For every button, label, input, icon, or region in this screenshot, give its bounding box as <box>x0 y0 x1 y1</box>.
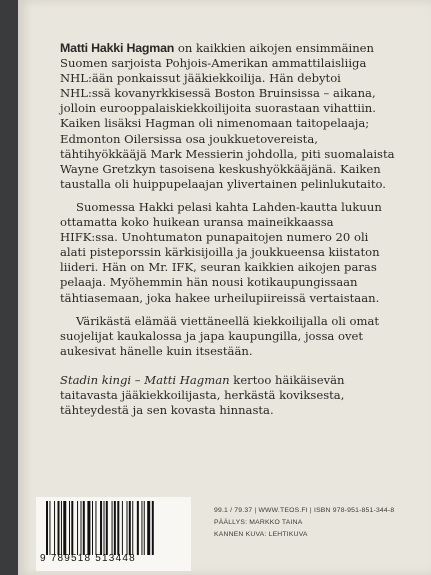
paragraph-1-text: on kaikkien aikojen ensimmäinen Suomen sarjoista Pohjois-Amerikan ammattilaisliiga NHL:ään ponkaissut jääkiekkoilija. Hän debytoi NHL:ssä kovanyrkkisessä Boston Bruinsissa – aikana, jolloin eurooppalaiskiekkoilijoita suorastaan vihattiin. Kaiken lisäksi Hagman oli nimenomaan taitopelaaja; Edmonton Oilersissa osa joukkuetovereista, tähtihyökkääjä Mark Messierin johdolla, piti suomalaista Wayne Gretzkyn tasoisena keskushyökkääjänä. Kaiken taustalla oli huippupelaajan ylivertainen pelinlukutaito. <box>60 41 395 191</box>
author-subject-name: Matti Hakki Hagman <box>60 41 175 55</box>
publisher-credits <box>214 505 414 541</box>
paragraph-4 <box>60 373 395 418</box>
paragraph-1 <box>60 41 395 192</box>
barcode-number: 9 789518 513448 <box>40 553 136 564</box>
barcode-icon <box>44 501 182 555</box>
book-title: Stadin kingi – Matti Hagman <box>60 372 230 387</box>
cover-design-credit: PÄÄLLYS: MARKKO TAINA <box>214 519 303 526</box>
paragraph-3: Värikästä elämää viettäneellä kiekkoilijalla oli omat suojelijat kaukalossa ja japa kaupungilla, jossa ovet aukesivat hänelle kuin itsestään. <box>60 313 380 358</box>
blurb-text <box>60 41 395 418</box>
cover-photo-credit: KANNEN KUVA: LEHTIKUVA <box>214 531 308 538</box>
paragraph-4-text: kertoo häikäisevän taitavasta jääkiekkoilijasta, herkästä koviksesta, tähteydestä ja sen kovasta hinnasta. <box>60 372 345 418</box>
isbn-line: 99.1 / 79.37 | WWW.TEOS.FI | ISBN 978-951-851-344-8 <box>214 507 395 514</box>
barcode-area <box>36 497 191 571</box>
book-back-cover <box>18 0 431 575</box>
paragraph-2: Suomessa Hakki pelasi kahta Lahden-kautta lukuun ottamatta koko huikean uransa maineikkaassa HIFK:ssa. Unohtumaton punapaitojen numero 20 oli alati pisteporssin kärkisijoilla ja joukkueensa kiistaton liideri. Hän on Mr. IFK, seuran kaikkien aikojen paras pelaaja. Myöhemmin hän nousi kotikaupungissaan tähtiasemaan, joka hakee urheilupiireissä vertaistaan. <box>60 199 382 305</box>
